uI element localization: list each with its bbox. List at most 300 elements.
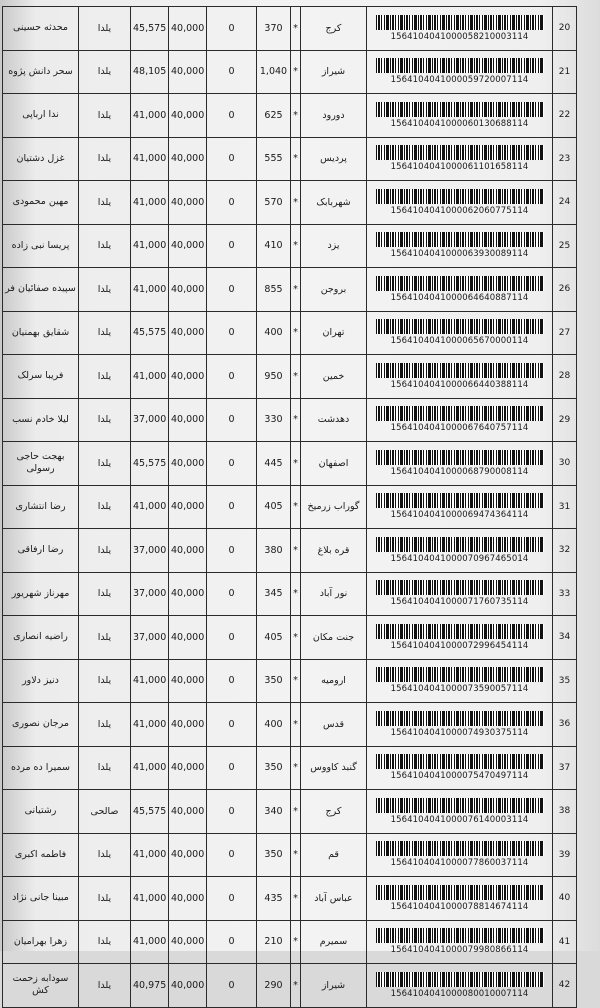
barcode-cell bbox=[367, 833, 553, 877]
zero-cell: 0 bbox=[207, 137, 257, 181]
barcode-graphic bbox=[376, 711, 544, 726]
base-cell: 40,000 bbox=[169, 355, 207, 399]
amount-cell: 405 bbox=[257, 616, 291, 660]
row-number: 36 bbox=[553, 703, 577, 747]
barcode-graphic bbox=[376, 319, 544, 334]
mark-cell: * bbox=[291, 485, 301, 529]
barcode-graphic bbox=[376, 58, 544, 73]
barcode-number: 1564104041000066440388114 bbox=[390, 379, 529, 390]
table-row bbox=[3, 616, 577, 660]
total-cell: 41,000 bbox=[131, 920, 169, 964]
mark-cell: * bbox=[291, 572, 301, 616]
barcode-number: 1564104041000068790008114 bbox=[390, 466, 529, 477]
city-cell: قدس bbox=[301, 703, 367, 747]
barcode-number: 1564104041000067640757114 bbox=[390, 423, 529, 434]
recipient-name: غزل دشتیان bbox=[3, 137, 79, 181]
row-number: 25 bbox=[553, 224, 577, 268]
barcode-cell bbox=[367, 137, 553, 181]
base-cell: 40,000 bbox=[169, 790, 207, 834]
recipient-name: شقایق بهمنیان bbox=[3, 311, 79, 355]
recipient-name: مهین محمودی bbox=[3, 181, 79, 225]
type-cell: یلدا bbox=[79, 94, 131, 138]
barcode-graphic bbox=[376, 928, 544, 943]
amount-cell: 350 bbox=[257, 833, 291, 877]
mark-cell: * bbox=[291, 50, 301, 94]
row-number: 29 bbox=[553, 398, 577, 442]
base-cell: 40,000 bbox=[169, 746, 207, 790]
table-row bbox=[3, 224, 577, 268]
base-cell: 40,000 bbox=[169, 50, 207, 94]
row-number: 24 bbox=[553, 181, 577, 225]
type-cell: یلدا bbox=[79, 572, 131, 616]
zero-cell: 0 bbox=[207, 877, 257, 921]
amount-cell: 350 bbox=[257, 659, 291, 703]
barcode-number: 1564104041000079980866114 bbox=[390, 945, 529, 956]
barcode-number: 1564104041000060130688114 bbox=[390, 118, 529, 129]
total-cell: 37,000 bbox=[131, 572, 169, 616]
mark-cell: * bbox=[291, 964, 301, 1008]
total-cell: 41,000 bbox=[131, 181, 169, 225]
barcode-graphic bbox=[376, 15, 544, 30]
mark-cell: * bbox=[291, 659, 301, 703]
barcode-cell bbox=[367, 485, 553, 529]
recipient-name: زهرا بهرامیان bbox=[3, 920, 79, 964]
amount-cell: 435 bbox=[257, 877, 291, 921]
mark-cell: * bbox=[291, 920, 301, 964]
row-number: 41 bbox=[553, 920, 577, 964]
row-number: 34 bbox=[553, 616, 577, 660]
type-cell: یلدا bbox=[79, 964, 131, 1008]
amount-cell: 570 bbox=[257, 181, 291, 225]
zero-cell: 0 bbox=[207, 224, 257, 268]
table-row bbox=[3, 94, 577, 138]
table-row bbox=[3, 703, 577, 747]
base-cell: 40,000 bbox=[169, 137, 207, 181]
recipient-name: مرجان نصوری bbox=[3, 703, 79, 747]
barcode-cell bbox=[367, 268, 553, 312]
barcode-number: 1564104041000076140003114 bbox=[390, 814, 529, 825]
row-number: 32 bbox=[553, 529, 577, 573]
recipient-name: مهرناز شهریور bbox=[3, 572, 79, 616]
city-cell: قره بلاغ bbox=[301, 529, 367, 573]
amount-cell: 400 bbox=[257, 311, 291, 355]
barcode-graphic bbox=[376, 276, 544, 291]
table-row bbox=[3, 877, 577, 921]
city-cell: پردیس bbox=[301, 137, 367, 181]
city-cell: شهربابک bbox=[301, 181, 367, 225]
city-cell: دورود bbox=[301, 94, 367, 138]
city-cell: یزد bbox=[301, 224, 367, 268]
city-cell: جنت مکان bbox=[301, 616, 367, 660]
base-cell: 40,000 bbox=[169, 224, 207, 268]
table-row bbox=[3, 833, 577, 877]
mark-cell: * bbox=[291, 529, 301, 573]
row-number: 42 bbox=[553, 964, 577, 1008]
zero-cell: 0 bbox=[207, 7, 257, 51]
barcode-number: 1564104041000078814674114 bbox=[390, 901, 529, 912]
zero-cell: 0 bbox=[207, 311, 257, 355]
type-cell: یلدا bbox=[79, 529, 131, 573]
zero-cell: 0 bbox=[207, 790, 257, 834]
type-cell: یلدا bbox=[79, 50, 131, 94]
barcode-number: 1564104041000063930089114 bbox=[390, 249, 529, 260]
type-cell: یلدا bbox=[79, 137, 131, 181]
total-cell: 37,000 bbox=[131, 398, 169, 442]
recipient-name: سحر دانش پژوه bbox=[3, 50, 79, 94]
amount-cell: 380 bbox=[257, 529, 291, 573]
zero-cell: 0 bbox=[207, 398, 257, 442]
zero-cell: 0 bbox=[207, 746, 257, 790]
table-row bbox=[3, 790, 577, 834]
barcode-cell bbox=[367, 224, 553, 268]
zero-cell: 0 bbox=[207, 616, 257, 660]
barcode-cell bbox=[367, 703, 553, 747]
city-cell: نور آباد bbox=[301, 572, 367, 616]
total-cell: 40,975 bbox=[131, 964, 169, 1008]
type-cell: یلدا bbox=[79, 398, 131, 442]
amount-cell: 1,040 bbox=[257, 50, 291, 94]
amount-cell: 345 bbox=[257, 572, 291, 616]
row-number: 38 bbox=[553, 790, 577, 834]
table-row bbox=[3, 137, 577, 181]
amount-cell: 330 bbox=[257, 398, 291, 442]
barcode-cell bbox=[367, 659, 553, 703]
barcode-cell bbox=[367, 181, 553, 225]
amount-cell: 625 bbox=[257, 94, 291, 138]
barcode-graphic bbox=[376, 841, 544, 856]
recipient-name: رضا ارفاقی bbox=[3, 529, 79, 573]
mark-cell: * bbox=[291, 224, 301, 268]
row-number: 26 bbox=[553, 268, 577, 312]
row-number: 37 bbox=[553, 746, 577, 790]
mark-cell: * bbox=[291, 355, 301, 399]
table-body bbox=[3, 7, 577, 1008]
base-cell: 40,000 bbox=[169, 181, 207, 225]
amount-cell: 340 bbox=[257, 790, 291, 834]
row-number: 35 bbox=[553, 659, 577, 703]
barcode-number: 1564104041000072996454114 bbox=[390, 640, 529, 651]
city-cell: عباس آباد bbox=[301, 877, 367, 921]
type-cell: یلدا bbox=[79, 703, 131, 747]
type-cell: یلدا bbox=[79, 7, 131, 51]
amount-cell: 400 bbox=[257, 703, 291, 747]
amount-cell: 410 bbox=[257, 224, 291, 268]
amount-cell: 855 bbox=[257, 268, 291, 312]
barcode-graphic bbox=[376, 145, 544, 160]
barcode-cell bbox=[367, 877, 553, 921]
recipient-name: بهجت حاجی رسولی bbox=[3, 442, 79, 486]
amount-cell: 350 bbox=[257, 746, 291, 790]
barcode-number: 1564104041000075470497114 bbox=[390, 771, 529, 782]
barcode-graphic bbox=[376, 624, 544, 639]
barcode-cell bbox=[367, 442, 553, 486]
zero-cell: 0 bbox=[207, 50, 257, 94]
total-cell: 41,000 bbox=[131, 746, 169, 790]
table-row bbox=[3, 572, 577, 616]
type-cell: یلدا bbox=[79, 659, 131, 703]
barcode-number: 1564104041000059720007114 bbox=[390, 75, 529, 86]
table-row bbox=[3, 920, 577, 964]
recipient-name: سپیده صفائیان فر bbox=[3, 268, 79, 312]
type-cell: یلدا bbox=[79, 224, 131, 268]
table-row bbox=[3, 746, 577, 790]
city-cell: گوراب زرمیخ bbox=[301, 485, 367, 529]
barcode-number: 1564104041000074930375114 bbox=[390, 727, 529, 738]
total-cell: 41,000 bbox=[131, 659, 169, 703]
city-cell: بروجن bbox=[301, 268, 367, 312]
zero-cell: 0 bbox=[207, 833, 257, 877]
city-cell: قم bbox=[301, 833, 367, 877]
mark-cell: * bbox=[291, 442, 301, 486]
barcode-number: 1564104041000058210003114 bbox=[390, 31, 529, 42]
barcode-graphic bbox=[376, 667, 544, 682]
mark-cell: * bbox=[291, 94, 301, 138]
type-cell: یلدا bbox=[79, 181, 131, 225]
total-cell: 45,575 bbox=[131, 790, 169, 834]
base-cell: 40,000 bbox=[169, 94, 207, 138]
mark-cell: * bbox=[291, 790, 301, 834]
table-row bbox=[3, 268, 577, 312]
total-cell: 41,000 bbox=[131, 485, 169, 529]
type-cell: یلدا bbox=[79, 355, 131, 399]
recipient-name: فاطمه اکبری bbox=[3, 833, 79, 877]
row-number: 39 bbox=[553, 833, 577, 877]
recipient-name: فریبا سرلک bbox=[3, 355, 79, 399]
mark-cell: * bbox=[291, 616, 301, 660]
row-number: 28 bbox=[553, 355, 577, 399]
row-number: 20 bbox=[553, 7, 577, 51]
barcode-cell bbox=[367, 7, 553, 51]
amount-cell: 950 bbox=[257, 355, 291, 399]
recipient-name: سمیرا ده مرده bbox=[3, 746, 79, 790]
zero-cell: 0 bbox=[207, 659, 257, 703]
city-cell: کرج bbox=[301, 7, 367, 51]
barcode-number: 1564104041000061101658114 bbox=[390, 162, 529, 173]
type-cell: یلدا bbox=[79, 268, 131, 312]
barcode-cell bbox=[367, 616, 553, 660]
table-row bbox=[3, 442, 577, 486]
barcode-number: 1564104041000065670000114 bbox=[390, 336, 529, 347]
mark-cell: * bbox=[291, 268, 301, 312]
barcode-cell bbox=[367, 355, 553, 399]
mark-cell: * bbox=[291, 746, 301, 790]
type-cell: صالحی bbox=[79, 790, 131, 834]
total-cell: 41,000 bbox=[131, 94, 169, 138]
total-cell: 41,000 bbox=[131, 877, 169, 921]
zero-cell: 0 bbox=[207, 442, 257, 486]
total-cell: 41,000 bbox=[131, 137, 169, 181]
base-cell: 40,000 bbox=[169, 311, 207, 355]
barcode-graphic bbox=[376, 493, 544, 508]
row-number: 23 bbox=[553, 137, 577, 181]
barcode-cell bbox=[367, 94, 553, 138]
barcode-number: 1564104041000077860037114 bbox=[390, 858, 529, 869]
type-cell: یلدا bbox=[79, 877, 131, 921]
total-cell: 41,000 bbox=[131, 355, 169, 399]
table-row bbox=[3, 355, 577, 399]
barcode-number: 1564104041000064640887114 bbox=[390, 292, 529, 303]
barcode-graphic bbox=[376, 189, 544, 204]
total-cell: 41,000 bbox=[131, 224, 169, 268]
city-cell: تهران bbox=[301, 311, 367, 355]
barcode-cell bbox=[367, 529, 553, 573]
base-cell: 40,000 bbox=[169, 659, 207, 703]
city-cell: ارومیه bbox=[301, 659, 367, 703]
base-cell: 40,000 bbox=[169, 703, 207, 747]
recipient-name: محدثه حسینی bbox=[3, 7, 79, 51]
table-row bbox=[3, 181, 577, 225]
type-cell: یلدا bbox=[79, 311, 131, 355]
city-cell: شیراز bbox=[301, 964, 367, 1008]
barcode-graphic bbox=[376, 754, 544, 769]
table-row bbox=[3, 7, 577, 51]
recipient-name: رضا انتشاری bbox=[3, 485, 79, 529]
barcode-cell bbox=[367, 50, 553, 94]
mark-cell: * bbox=[291, 703, 301, 747]
table-row bbox=[3, 50, 577, 94]
amount-cell: 555 bbox=[257, 137, 291, 181]
mark-cell: * bbox=[291, 7, 301, 51]
row-number: 33 bbox=[553, 572, 577, 616]
total-cell: 41,000 bbox=[131, 833, 169, 877]
row-number: 22 bbox=[553, 94, 577, 138]
barcode-number: 1564104041000062060775114 bbox=[390, 205, 529, 216]
total-cell: 48,105 bbox=[131, 50, 169, 94]
barcode-graphic bbox=[376, 580, 544, 595]
total-cell: 45,575 bbox=[131, 311, 169, 355]
total-cell: 37,000 bbox=[131, 616, 169, 660]
barcode-graphic bbox=[376, 537, 544, 552]
zero-cell: 0 bbox=[207, 268, 257, 312]
recipient-name: رشتیانی bbox=[3, 790, 79, 834]
city-cell: اصفهان bbox=[301, 442, 367, 486]
amount-cell: 445 bbox=[257, 442, 291, 486]
table-row bbox=[3, 659, 577, 703]
zero-cell: 0 bbox=[207, 964, 257, 1008]
barcode-number: 1564104041000069474364114 bbox=[390, 510, 529, 521]
row-number: 30 bbox=[553, 442, 577, 486]
zero-cell: 0 bbox=[207, 181, 257, 225]
barcode-cell bbox=[367, 398, 553, 442]
barcode-number: 1564104041000070967465014 bbox=[390, 553, 529, 564]
row-number: 21 bbox=[553, 50, 577, 94]
mark-cell: * bbox=[291, 833, 301, 877]
barcode-cell bbox=[367, 311, 553, 355]
base-cell: 40,000 bbox=[169, 877, 207, 921]
row-number: 40 bbox=[553, 877, 577, 921]
city-cell: خمین bbox=[301, 355, 367, 399]
table-row bbox=[3, 529, 577, 573]
recipient-name: ندا ارباپی bbox=[3, 94, 79, 138]
row-number: 31 bbox=[553, 485, 577, 529]
total-cell: 37,000 bbox=[131, 529, 169, 573]
zero-cell: 0 bbox=[207, 355, 257, 399]
recipient-name: سودابه زحمت کش bbox=[3, 964, 79, 1008]
mark-cell: * bbox=[291, 181, 301, 225]
barcode-graphic bbox=[376, 102, 544, 117]
table-row bbox=[3, 311, 577, 355]
base-cell: 40,000 bbox=[169, 7, 207, 51]
barcode-graphic bbox=[376, 406, 544, 421]
city-cell: گنبد کاووس bbox=[301, 746, 367, 790]
base-cell: 40,000 bbox=[169, 398, 207, 442]
base-cell: 40,000 bbox=[169, 920, 207, 964]
total-cell: 45,575 bbox=[131, 7, 169, 51]
barcode-cell bbox=[367, 920, 553, 964]
barcode-graphic bbox=[376, 798, 544, 813]
mark-cell: * bbox=[291, 877, 301, 921]
mark-cell: * bbox=[291, 311, 301, 355]
base-cell: 40,000 bbox=[169, 442, 207, 486]
base-cell: 40,000 bbox=[169, 964, 207, 1008]
amount-cell: 405 bbox=[257, 485, 291, 529]
zero-cell: 0 bbox=[207, 94, 257, 138]
recipient-name: دنیز دلاور bbox=[3, 659, 79, 703]
shipment-table bbox=[2, 6, 577, 1008]
barcode-cell bbox=[367, 746, 553, 790]
zero-cell: 0 bbox=[207, 529, 257, 573]
zero-cell: 0 bbox=[207, 920, 257, 964]
barcode-cell bbox=[367, 964, 553, 1008]
barcode-number: 1564104041000071760735114 bbox=[390, 597, 529, 608]
base-cell: 40,000 bbox=[169, 529, 207, 573]
barcode-number: 1564104041000073590057114 bbox=[390, 684, 529, 695]
base-cell: 40,000 bbox=[169, 268, 207, 312]
table-row bbox=[3, 964, 577, 1008]
recipient-name: لیلا خادم نسب bbox=[3, 398, 79, 442]
city-cell: سمیرم bbox=[301, 920, 367, 964]
city-cell: کرج bbox=[301, 790, 367, 834]
type-cell: یلدا bbox=[79, 920, 131, 964]
amount-cell: 290 bbox=[257, 964, 291, 1008]
amount-cell: 210 bbox=[257, 920, 291, 964]
barcode-cell bbox=[367, 572, 553, 616]
table-row bbox=[3, 398, 577, 442]
amount-cell: 370 bbox=[257, 7, 291, 51]
row-number: 27 bbox=[553, 311, 577, 355]
recipient-name: راضیه انصاری bbox=[3, 616, 79, 660]
zero-cell: 0 bbox=[207, 572, 257, 616]
total-cell: 41,000 bbox=[131, 703, 169, 747]
mark-cell: * bbox=[291, 398, 301, 442]
zero-cell: 0 bbox=[207, 485, 257, 529]
type-cell: یلدا bbox=[79, 746, 131, 790]
zero-cell: 0 bbox=[207, 703, 257, 747]
type-cell: یلدا bbox=[79, 442, 131, 486]
city-cell: شیراز bbox=[301, 50, 367, 94]
type-cell: یلدا bbox=[79, 833, 131, 877]
barcode-graphic bbox=[376, 885, 544, 900]
recipient-name: مبینا جانی نژاد bbox=[3, 877, 79, 921]
base-cell: 40,000 bbox=[169, 833, 207, 877]
mark-cell: * bbox=[291, 137, 301, 181]
total-cell: 45,575 bbox=[131, 442, 169, 486]
table-row bbox=[3, 485, 577, 529]
base-cell: 40,000 bbox=[169, 616, 207, 660]
base-cell: 40,000 bbox=[169, 572, 207, 616]
barcode-graphic bbox=[376, 232, 544, 247]
barcode-graphic bbox=[376, 972, 544, 987]
barcode-graphic bbox=[376, 450, 544, 465]
city-cell: دهدشت bbox=[301, 398, 367, 442]
recipient-name: پریسا نبی زاده bbox=[3, 224, 79, 268]
type-cell: یلدا bbox=[79, 485, 131, 529]
base-cell: 40,000 bbox=[169, 485, 207, 529]
barcode-number: 1564104041000080010007114 bbox=[390, 988, 529, 999]
type-cell: یلدا bbox=[79, 616, 131, 660]
total-cell: 41,000 bbox=[131, 268, 169, 312]
barcode-graphic bbox=[376, 363, 544, 378]
